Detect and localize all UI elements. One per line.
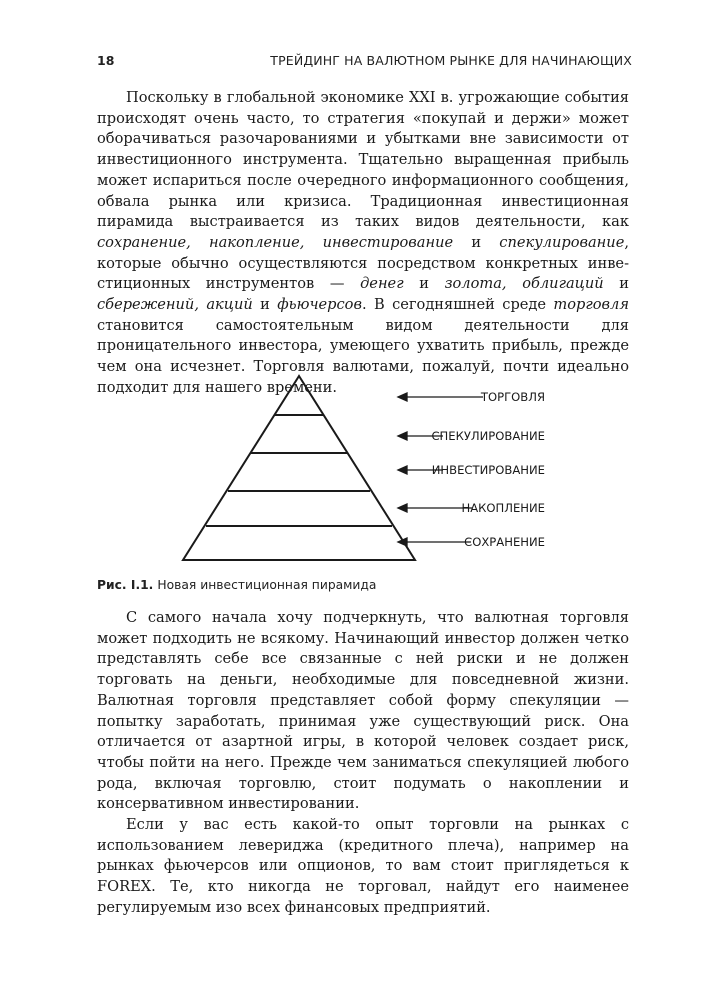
level-label-preservation: СОХРАНЕНИЕ <box>464 535 545 549</box>
italic-term: золота, облигаций <box>444 275 604 293</box>
italic-term: фьючерсов <box>277 296 362 314</box>
text-run: , которые обычно осуществляются посредством конкретных инвестиционных инструментов — <box>97 233 629 293</box>
arrow-head-icon <box>398 504 407 512</box>
text-run: становится самостоятельным видом деятельности для проницательного инвестора, умеющего ухватить прибыль, прежде чем она исчезнет. Торговля валютами, пожалуй, почти идеально подходит для нашего времени. <box>97 316 629 396</box>
text-run: и <box>453 233 500 251</box>
running-title: ТРЕЙДИНГ НА ВАЛЮТНОМ РЫНКЕ ДЛЯ НАЧИНАЮЩИХ <box>270 53 632 68</box>
arrow-head-icon <box>398 466 407 474</box>
text-run: и <box>252 296 278 314</box>
figure-number: Рис. I.1. <box>97 578 154 592</box>
page-number: 18 <box>97 53 115 68</box>
italic-term: сбережений, акций <box>97 296 253 314</box>
level-label-speculation: СПЕКУЛИРОВАНИЕ <box>431 429 545 443</box>
body-text-top <box>97 88 629 399</box>
body-text-bottom <box>97 608 629 919</box>
paragraph-forex-experience: Если у вас есть какой-то опыт торговли на рынках с использованием левериджа (кредитного плеча), например на рынках фьючерсов или опционов, то вам стоит приглядеться к FOREX. Те, кто никогда не торговал, найдут его наименее регулируемым изо всех финансовых предприятий. <box>97 816 629 916</box>
figure-caption-text: Новая инвестиционная пирамида <box>157 578 377 592</box>
paragraph-investment-pyramid <box>97 88 629 399</box>
paragraph-risk-warning: С самого начала хочу подчеркнуть, что валютная торговля может подходить не всякому. Начинающий инвестор должен четко представлять себе все связанные с ней риски и не должен торговать на деньги, необходимые для повседневной жизни. Валютная торговля представляет собой форму спекуляции — попытку заработать, принимая уже существующий риск. Она отличается от азартной игры, в которой человек создает риск, чтобы пойти на него. Прежде чем заниматься спекуляцией любого рода, включая торговлю, стоит подумать о накоплении и консервативном инвестировании. <box>97 609 629 813</box>
italic-term: сохранение, накопление, инвестирование <box>97 233 454 251</box>
pyramid-diagram <box>0 360 702 575</box>
level-label-investing: ИНВЕСТИРОВАНИЕ <box>431 463 545 477</box>
pyramid-outline <box>183 376 415 560</box>
arrow-head-icon <box>398 432 407 440</box>
text-run: . В сегодняшней среде <box>361 296 554 314</box>
italic-term: спекулирование <box>499 233 625 251</box>
page-header <box>97 53 632 68</box>
text-run: и <box>403 275 445 293</box>
figure-caption <box>97 578 376 592</box>
arrow-head-icon <box>398 393 407 401</box>
level-label-trading: ТОРГОВЛЯ <box>480 390 545 404</box>
text-run: и <box>603 275 629 293</box>
italic-term: торговля <box>553 296 629 314</box>
pyramid-figure <box>0 360 702 575</box>
level-label-accumulation: НАКОПЛЕНИЕ <box>461 501 545 515</box>
text-run: Поскольку в глобальной экономике XXI в. угрожающие события происходят очень часто, то стратегия «покупай и держи» может оборачиваться разочарованиями и убытками вне зависимости от инвестиционного инструмента. Тщательно выращенная прибыль может испариться после очередного информационного сообщения, обвала рынка или кризиса. Традиционная инвестиционная пирамида выстраивается из таких видов деятельности, как <box>97 89 629 231</box>
italic-term: денег <box>360 275 404 293</box>
